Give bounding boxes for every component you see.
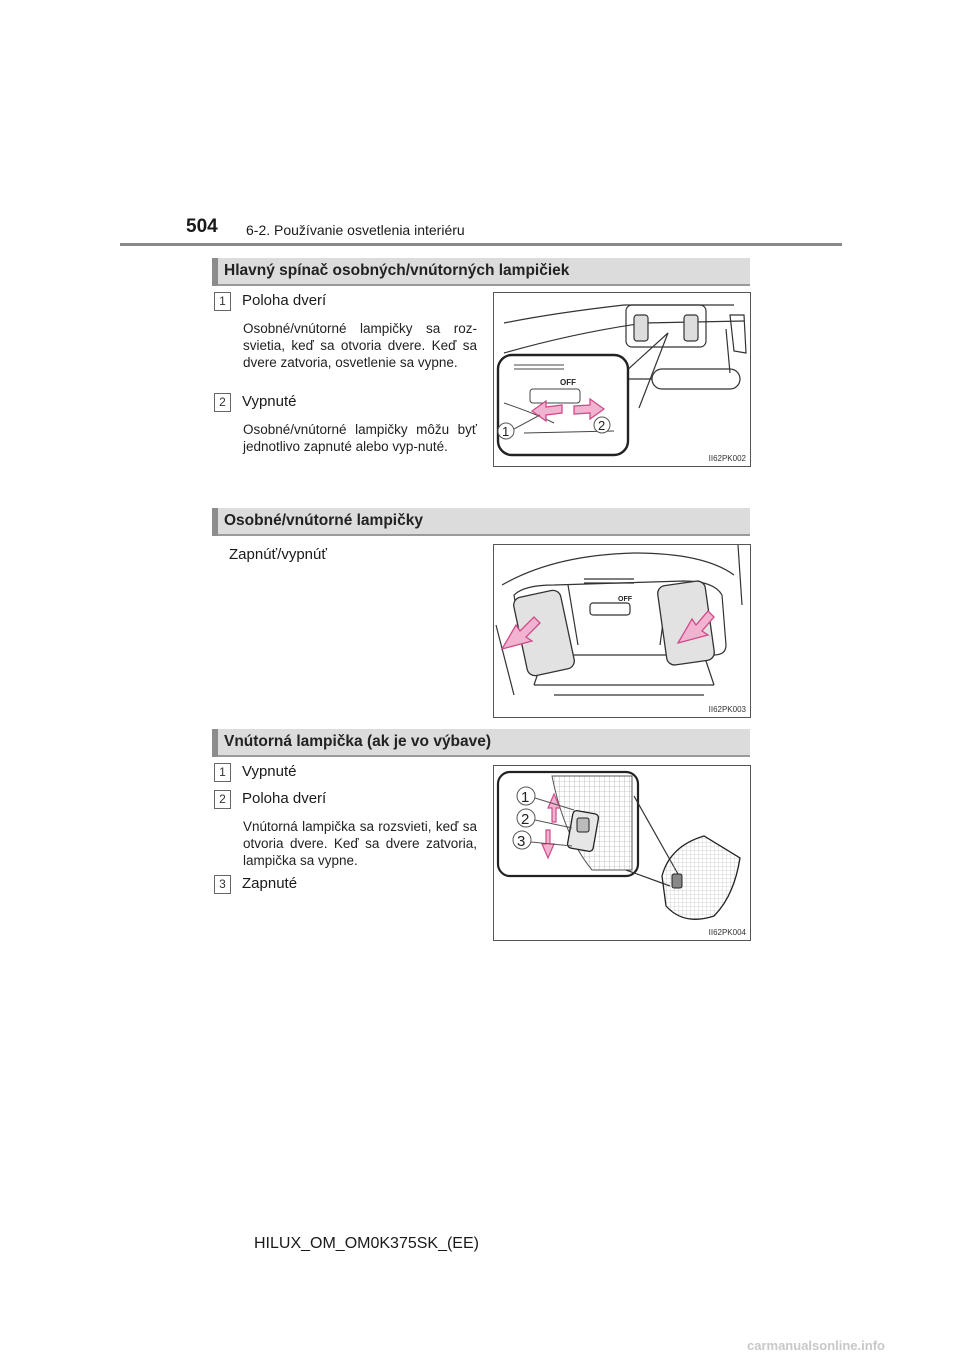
item-description: Vnútorná lampička sa rozsvieti, keď sa otvoria dvere. Keď sa dvere zatvoria, lampička sa vypne.	[243, 819, 477, 868]
document-id: HILUX_OM_OM0K375SK_(EE)	[254, 1235, 479, 1252]
callout-label: 2	[598, 418, 606, 433]
section-title: Osobné/vnútorné lampičky	[224, 512, 423, 529]
section-bar	[212, 258, 218, 286]
item-description: Osobné/vnútorné lampičky sa roz-svietia, keď sa otvoria dvere. Keď sa dvere zatvoria, osvetlenie sa vypne.	[243, 321, 477, 370]
item-number: 2	[214, 790, 231, 809]
section-title: Vnútorná lampička (ak je vo výbave)	[224, 733, 492, 750]
figure-personal-lights	[493, 544, 751, 718]
section-text: Zapnúť/vypnúť	[229, 546, 327, 563]
item-label: Vypnuté	[242, 763, 297, 780]
item-label: Zapnuté	[242, 875, 298, 892]
chapter-title: 6-2. Používanie osvetlenia interiéru	[246, 222, 465, 238]
section-title: Hlavný spínač osobných/vnútorných lampičiek	[224, 262, 570, 279]
switch-off-label: OFF	[560, 378, 576, 387]
item-label: Poloha dverí	[242, 790, 327, 807]
item-description: Osobné/vnútorné lampičky môžu byť jednotlivo zapnuté alebo vyp-nuté.	[243, 422, 477, 454]
item-number: 1	[214, 763, 231, 782]
page-number: 504	[186, 216, 218, 237]
interior-light-illustration	[494, 766, 750, 940]
figure-main-switch	[493, 292, 751, 467]
figure-code: II62PK003	[708, 705, 746, 714]
section-heading-interior-light	[212, 729, 750, 757]
callout-label: 2	[521, 811, 530, 828]
section-heading-main-switch	[212, 258, 750, 286]
header-rule	[120, 243, 842, 246]
callout-label: 3	[517, 833, 526, 850]
watermark: carmanualsonline.info	[747, 1338, 885, 1353]
section-bar	[212, 508, 218, 536]
section-bar	[212, 729, 218, 757]
main-switch-illustration	[494, 293, 750, 466]
figure-code: II62PK004	[708, 928, 746, 937]
item-label: Vypnuté	[242, 393, 297, 410]
callout-label: 1	[502, 424, 510, 439]
item-number: 3	[214, 875, 231, 894]
figure-code: II62PK002	[708, 454, 746, 463]
personal-lights-illustration	[494, 545, 750, 717]
switch-off-label: OFF	[618, 596, 632, 603]
item-number: 2	[214, 393, 231, 412]
section-heading-personal-lights	[212, 508, 750, 536]
item-label: Poloha dverí	[242, 292, 327, 309]
figure-interior-light	[493, 765, 751, 941]
callout-label: 1	[521, 789, 530, 806]
item-number: 1	[214, 292, 231, 311]
